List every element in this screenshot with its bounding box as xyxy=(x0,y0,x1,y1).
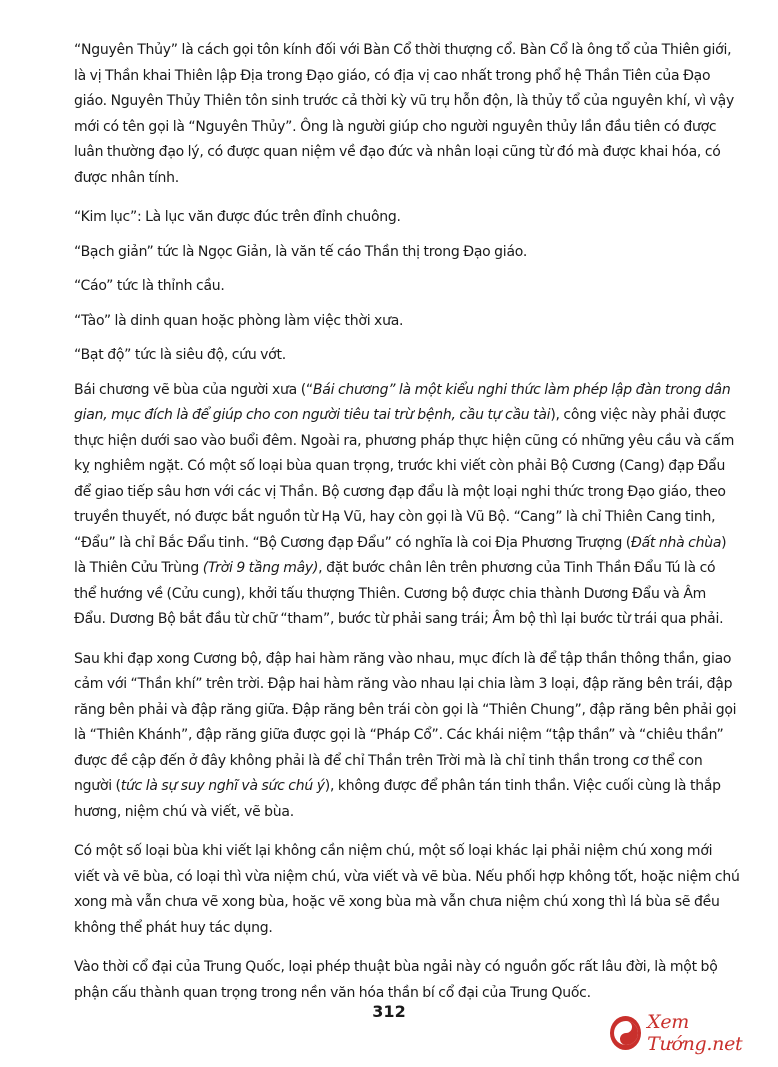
text-segment: Sau khi đạp xong Cương bộ, đập hai hàm răng vào nhau, mục đích là để tập thần thông thần, giao cảm với “Thần khí” trên trời. Đập hai hàm răng vào nhau lại chia làm 3 loại, đập răng bên trái, đập răng bên phải và đập răng giữa. Đập răng bên trái còn gọi là “Thiên Chung”, đập răng bên phải gọi là “Thiên Khánh”, đập răng giữa được gọi là “Pháp Cổ”. Các khái niệm “tập thần” và “chiêu thần” được đề cập đến ở đây không phải là để chỉ Thần trên Trời mà là chỉ tinh thần trong cơ thể con người ( xyxy=(74,650,737,794)
watermark-text: Xem Tướng.net xyxy=(647,1011,743,1055)
document-body xyxy=(74,38,740,1020)
text-segment: Bái chương vẽ bùa của người xưa (“ xyxy=(74,381,313,398)
paragraph-cuong-bo xyxy=(74,647,740,826)
text-segment: , đặt bước chân lên trên phương của Tinh Thần Đẩu Tú là có thể hướng về (Cửu cung), khởi tấu thượng Thiên. Cương bộ được chia thành Dương Đẩu và Âm Đẩu. Dương Bộ bắt đầu từ chữ “tham”, bước từ phải sang trái; Âm bộ thì lại bước từ trái qua phải. xyxy=(74,560,724,627)
definition-kim-luc xyxy=(74,205,740,231)
paragraph-niem-chu xyxy=(74,839,740,941)
italic-segment: Bái chương” là một kiểu nghi thức làm phép lập đàn trong dân gian, mục đích là để giúp cho con người tiêu tai trừ bệnh, cầu tự cầu tài xyxy=(74,381,731,423)
definition-bat-do xyxy=(74,343,740,369)
text-segment: “Tào” là dinh quan hoặc phòng làm việc thời xưa. xyxy=(74,312,404,329)
paragraph-bai-chuong xyxy=(74,378,740,633)
text-segment: “Bạt độ” tức là siêu độ, cứu vớt. xyxy=(74,347,286,363)
text-segment: ), không được để phân tán tinh thần. Việc cuối cùng là thắp hương, niệm chú và viết, vẽ bùa. xyxy=(74,778,721,820)
page-number: 312 xyxy=(372,1002,406,1021)
italic-segment: (Trời 9 tầng mây) xyxy=(202,560,319,576)
definition-bach-gian xyxy=(74,240,740,266)
text-segment: “Kim lục”: Là lục văn được đúc trên đỉnh chuông. xyxy=(74,209,401,225)
text-segment: Vào thời cổ đại của Trung Quốc, loại phép thuật bùa ngải này có nguồn gốc rất lâu đời, là một bộ phận cấu thành quan trọng trong nền văn hóa thần bí cổ đại của Trung Quốc. xyxy=(74,959,718,1001)
definition-cao xyxy=(74,274,740,300)
watermark-logo xyxy=(610,1013,778,1053)
text-segment: ) là Thiên Cửu Trùng xyxy=(74,534,727,576)
italic-segment: Đất nhà chùa xyxy=(631,534,722,551)
yin-yang-icon xyxy=(610,1016,641,1050)
italic-segment: tức là sự suy nghĩ và sức chú ý xyxy=(120,778,325,794)
text-segment: ), công việc này phải được thực hiện dưới sao vào buổi đêm. Ngoài ra, phương pháp thực hiện cũng có những yêu cầu và cấm kỵ nghiêm ngặt. Có một số loại bùa quan trọng, trước khi viết còn phải Bộ Cương (Cang) đạp Đẩu để giao tiếp sâu hơn với các vị Thần. Bộ cương đạp đẩu là một loại nghi thức trong Đạo giáo, theo truyền thuyết, nó được bắt nguồn từ Hạ Vũ, hay còn gọi là Vũ Bộ. “Cang” là chỉ Thiên Cang tinh, “Đẩu” là chỉ Bắc Đẩu tinh. “Bộ Cương đạp Đẩu” có nghĩa là coi Địa Phương Trượng ( xyxy=(74,407,735,551)
paragraph-trung-quoc xyxy=(74,955,740,1006)
paragraph-1 xyxy=(74,38,740,191)
text-segment: “Nguyên Thủy” là cách gọi tôn kính đối với Bàn Cổ thời thượng cổ. Bàn Cổ là ông tổ của Thiên giới, là vị Thần khai Thiên lập Địa trong Đạo giáo, có địa vị cao nhất trong phổ hệ Thần Tiên của Đạo giáo. Nguyên Thủy Thiên tôn sinh trước cả thời kỳ vũ trụ hỗn độn, là thủy tổ của nguyên khí, vì vậy mới có tên gọi là “Nguyên Thủy”. Ông là người giúp cho người nguyên thủy lần đầu tiên có được luân thường đạo lý, có được quan niệm về đạo đức và nhân loại cũng từ đó mà được khai hóa, có được nhân tính. xyxy=(74,42,735,186)
text-segment: “Cáo” tức là thỉnh cầu. xyxy=(74,278,225,294)
definition-tao xyxy=(74,309,740,335)
text-segment: “Bạch giản” tức là Ngọc Giản, là văn tế cáo Thần thị trong Đạo giáo. xyxy=(74,243,528,260)
text-segment: Có một số loại bùa khi viết lại không cần niệm chú, một số loại khác lại phải niệm chú xong mới viết và vẽ bùa, có loại thì vừa niệm chú, vừa viết và vẽ bùa. Nếu phối hợp không tốt, hoặc niệm chú xong mà vẫn chưa vẽ xong bùa, hoặc vẽ xong bùa mà vẫn chưa niệm chú xong thì lá bùa sẽ đều không thể phát huy tác dụng. xyxy=(74,843,740,936)
